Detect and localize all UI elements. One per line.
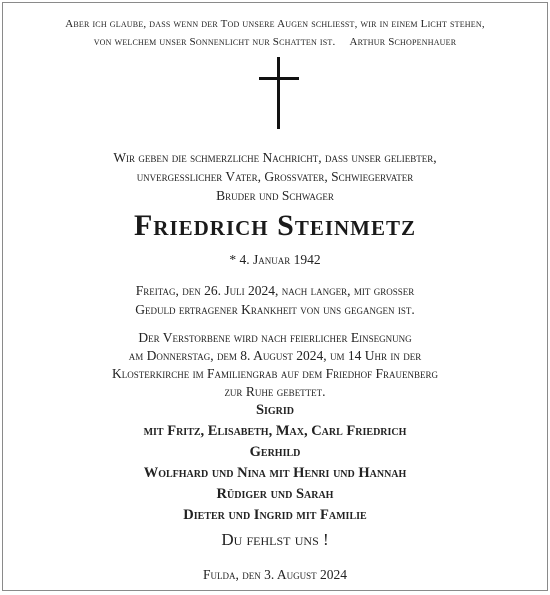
service-line: am Donnerstag, dem 8. August 2024, um 14 Uhr in der bbox=[128, 348, 422, 363]
death-notice bbox=[3, 281, 547, 319]
cross-icon bbox=[259, 57, 299, 129]
birth-date: * 4. Januar 1942 bbox=[229, 252, 321, 267]
quote-line-2 bbox=[3, 33, 547, 51]
intro-line: Wir geben die schmerzliche Nachricht, dass unser geliebter, bbox=[113, 150, 437, 165]
mourners-list bbox=[3, 400, 547, 526]
deceased-name: Friedrich Steinmetz bbox=[133, 209, 417, 242]
death-line: Geduld ertragener Krankheit von uns gegangen ist. bbox=[135, 302, 415, 317]
intro-line: unvergesslicher Vater, Großvater, Schwiegervater bbox=[136, 169, 414, 184]
quote-line-2-text: von welchem unser Sonnenlicht nur Schatten ist. bbox=[93, 36, 336, 48]
mourner-line: Gerhild bbox=[249, 444, 301, 460]
cross-horizontal-bar bbox=[259, 77, 299, 80]
mourner-line: Wolfhard und Nina mit Henri und Hannah bbox=[143, 465, 407, 481]
announcement-intro bbox=[3, 148, 547, 205]
service-line: Der Verstorbene wird nach feierlicher Einsegnung bbox=[138, 330, 412, 345]
service-line: zur Ruhe gebettet. bbox=[224, 384, 326, 399]
intro-line: Bruder und Schwager bbox=[216, 188, 334, 203]
mourner-line: mit Fritz, Elisabeth, Max, Carl Friedrich bbox=[143, 423, 407, 439]
cross-vertical-bar bbox=[277, 57, 280, 129]
quote-line-1: Aber ich glaube, dass wenn der Tod unsere Augen schließt, wir in einem Licht stehen, bbox=[65, 18, 485, 30]
mourner-line: Dieter und Ingrid mit Familie bbox=[183, 507, 367, 523]
death-line: Freitag, den 26. Juli 2024, nach langer, mit großer bbox=[135, 283, 415, 298]
obituary-notice bbox=[2, 2, 548, 591]
quote-author: Arthur Schopenhauer bbox=[349, 36, 457, 48]
mourner-line: Sigrid bbox=[255, 402, 295, 418]
mourner-line: Rüdiger und Sarah bbox=[216, 486, 334, 502]
burial-service bbox=[3, 329, 547, 401]
closing-line: Du fehlst uns ! bbox=[221, 530, 329, 549]
place-and-date: Fulda, den 3. August 2024 bbox=[202, 567, 347, 582]
quote-block bbox=[3, 15, 547, 51]
service-line: Klosterkirche im Familiengrab auf dem Friedhof Frauenberg bbox=[111, 366, 439, 381]
